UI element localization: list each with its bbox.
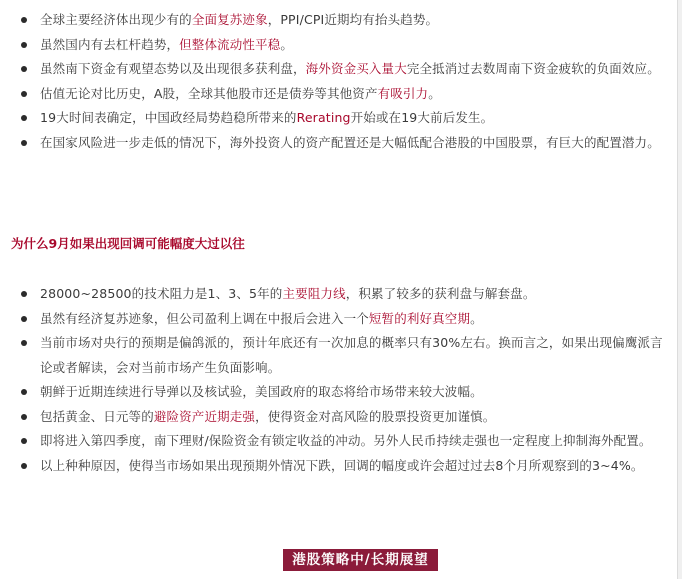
- item-text: ，PPI/CPI近期均有抬头趋势。: [267, 12, 439, 27]
- bullet-dot-icon: [21, 316, 27, 322]
- item-highlight: 但整体流动性平稳: [179, 36, 281, 52]
- item-text: 当前市场对央行的预期是偏鸽派的，预计年底还有一次加息的概率只有30%左右。换而言之，如果出现偏鹰派言论或者解读，会对当前市场产生负面影响。: [40, 335, 663, 375]
- item-highlight: 主要阻力线: [282, 286, 346, 301]
- item-highlight: 海外资金买入量大: [305, 61, 407, 76]
- list-item: [0, 57, 676, 82]
- list-item: [0, 405, 676, 430]
- bullet-dot-icon: [21, 389, 27, 395]
- item-text: 。: [470, 310, 483, 326]
- list-item: [0, 106, 676, 131]
- list-item: [0, 429, 676, 454]
- bullet-dot-icon: [21, 115, 27, 121]
- list-item: [0, 131, 676, 156]
- bullet-dot-icon: [21, 17, 27, 23]
- item-text: 以上种种原因，使得当市场如果出现预期外情况下跌，回调的幅度或许会超过过去8个月所观察到的3~4%。: [40, 457, 644, 473]
- bullet-dot-icon: [21, 91, 27, 97]
- list-item: [0, 454, 676, 479]
- item-text: 包括黄金、日元等的: [40, 408, 154, 424]
- list-item: [0, 82, 676, 107]
- bullet-dot-icon: [21, 42, 27, 48]
- bullet-dot-icon: [21, 340, 27, 346]
- item-text: 开始或在19大前后发生。: [350, 110, 494, 125]
- item-text: 朝鲜于近期连续进行导弹以及核试验，美国政府的取态将给市场带来较大波幅。: [40, 384, 483, 399]
- item-highlight: 全面复苏迹象: [191, 12, 268, 27]
- list-item: [0, 307, 676, 332]
- scrollbar[interactable]: [677, 0, 682, 579]
- bullet-dot-icon: [21, 414, 27, 420]
- item-text: 完全抵消过去数周南下资金疲软的负面效应。: [406, 61, 660, 76]
- item-text: 。: [280, 36, 294, 52]
- item-highlight: Rerating: [296, 110, 351, 125]
- item-text: 在国家风险进一步走低的情况下，海外投资人的资产配置还是大幅低配合港股的中国股票，有巨大的配置潜力。: [40, 134, 660, 150]
- item-text: 19大时间表确定，中国政经局势趋稳所带来的: [40, 110, 297, 125]
- item-text: ，积累了较多的获利盘与解套盘。: [345, 286, 536, 301]
- item-text: 28000~28500的技术阻力是1、3、5年的: [40, 286, 283, 301]
- section-banner: 港股策略中/长期展望: [283, 549, 438, 571]
- item-highlight: 短暂的利好真空期: [368, 310, 471, 326]
- bullet-dot-icon: [21, 66, 27, 72]
- item-highlight: 避险资产近期走强: [153, 408, 256, 424]
- list-item: [0, 282, 676, 307]
- bullet-dot-icon: [21, 291, 27, 297]
- bullet-list-correction-risks: [0, 282, 676, 478]
- item-text: 。: [428, 85, 441, 101]
- item-text: 虽然国内有去杠杆趋势，: [40, 36, 180, 52]
- item-text: 虽然有经济复苏迹象，但公司盈利上调在中报后会进入一个: [40, 310, 369, 326]
- item-text: 全球主要经济体出现少有的: [40, 12, 192, 27]
- bullet-dot-icon: [21, 438, 27, 444]
- item-text: 即将进入第四季度，南下理财/保险资金有锁定收益的冲动。另外人民币持续走强也一定程度上抑制海外配置。: [40, 433, 652, 448]
- list-item: [0, 8, 676, 33]
- bullet-list-economic-outlook: [0, 8, 676, 155]
- item-text: ，使得资金对高风险的股票投资更加谨慎。: [255, 408, 496, 424]
- item-text: 虽然南下资金有观望态势以及出现很多获利盘，: [40, 61, 306, 76]
- item-highlight: 有吸引力: [377, 85, 429, 101]
- bullet-dot-icon: [21, 463, 27, 469]
- item-text: 估值无论对比历史，A股，全球其他股市还是债券等其他资产: [40, 85, 378, 101]
- list-item: [0, 331, 676, 380]
- section-heading: 为什么9月如果出现回调可能幅度大过以往: [11, 236, 245, 251]
- bullet-dot-icon: [21, 140, 27, 146]
- list-item: [0, 380, 676, 405]
- list-item: [0, 33, 676, 58]
